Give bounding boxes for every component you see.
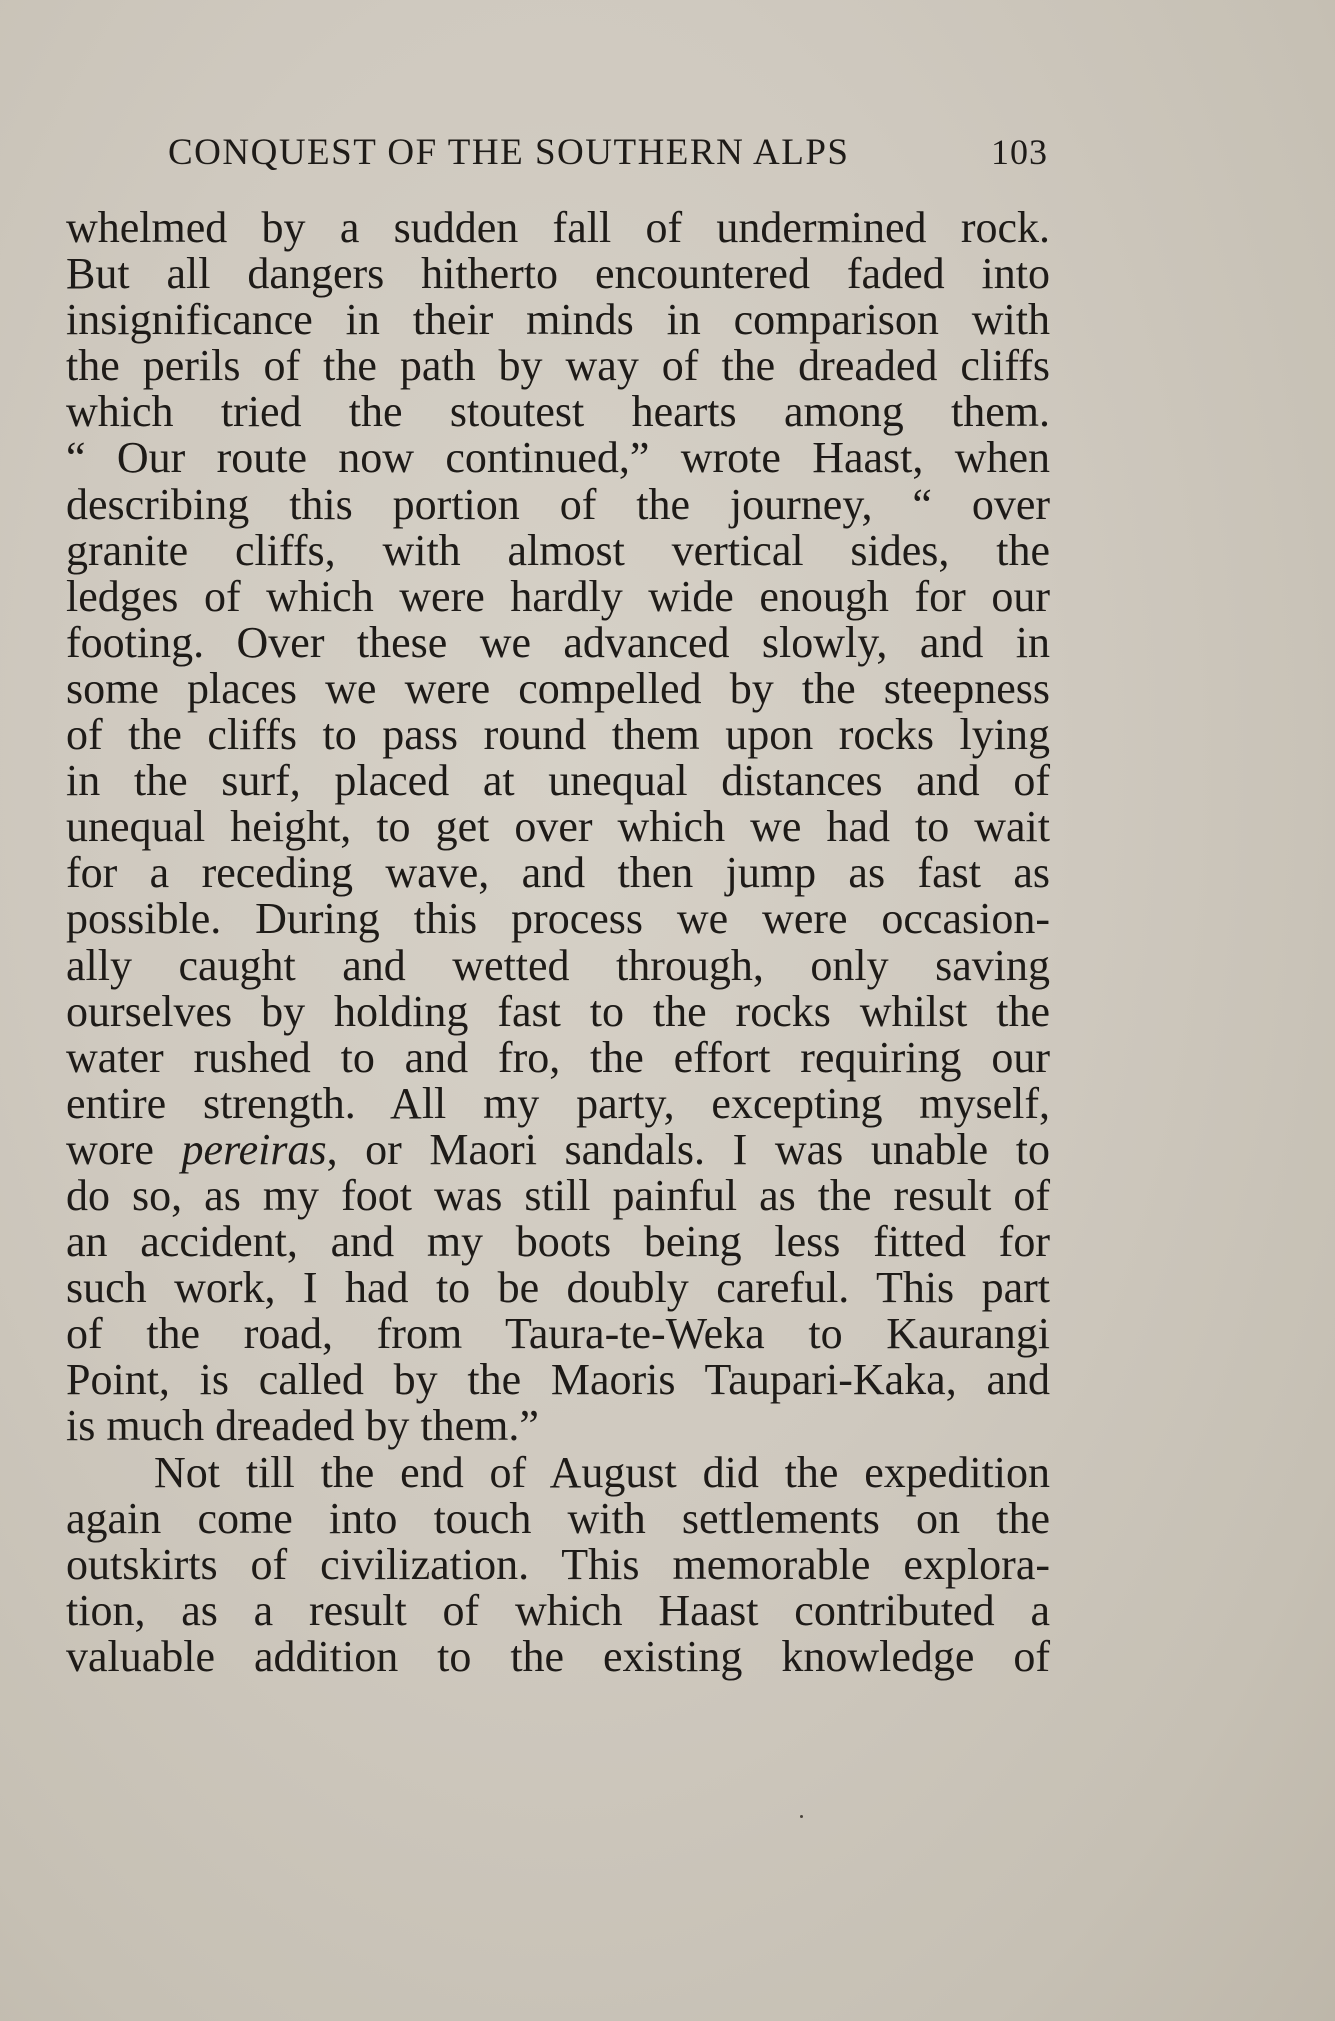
text-line: possible. During this process we were occasion-	[66, 894, 1050, 944]
text-line: do so, as my foot was still painful as the result of	[66, 1170, 1050, 1220]
text-line: is much dreaded by them.”	[66, 1401, 539, 1451]
text-line: Point, is called by the Maoris Taupari-Kaka, and	[66, 1355, 1050, 1405]
text-line: outskirts of civilization. This memorable explora-	[66, 1539, 1050, 1589]
text-line: granite cliffs, with almost vertical sides, the	[66, 525, 1050, 575]
running-head	[168, 134, 1048, 171]
text-line: insignificance in their minds in comparison with	[66, 295, 1050, 345]
text-line: in the surf, placed at unequal distances and of	[66, 756, 1050, 806]
text-line: of the road, from Taura-te-Weka to Kaurangi	[66, 1309, 1050, 1359]
text-line: ledges of which were hardly wide enough for our	[66, 571, 1050, 621]
text-line: entire strength. All my party, excepting myself,	[66, 1078, 1050, 1128]
paragraph-2	[66, 1447, 1050, 1681]
text-line: footing. Over these we advanced slowly, and in	[66, 617, 1050, 667]
text-run: , or Maori sandals. I was unable to	[326, 1124, 1050, 1174]
text-line: valuable addition to the existing knowledge of	[66, 1631, 1050, 1681]
text-line: “ Our route now continued,” wrote Haast, when	[66, 433, 1050, 483]
running-head-title: CONQUEST OF THE SOUTHERN ALPS	[168, 132, 850, 173]
body-text	[66, 205, 1050, 1680]
text-line: for a receding wave, and then jump as fast as	[66, 848, 1050, 898]
paper-speck	[800, 1815, 803, 1818]
text-line: describing this portion of the journey, “ over	[66, 479, 1050, 529]
italic-term: pereiras	[181, 1124, 327, 1174]
text-line: unequal height, to get over which we had to wait	[66, 802, 1050, 852]
text-line: ally caught and wetted through, only saving	[66, 940, 1050, 990]
text-line: some places we were compelled by the steepness	[66, 663, 1050, 713]
text-line: again come into touch with settlements on the	[66, 1493, 1050, 1543]
text-line: such work, I had to be doubly careful. This part	[66, 1263, 1050, 1313]
text-line: of the cliffs to pass round them upon rocks lying	[66, 710, 1050, 760]
paragraph-1	[66, 205, 1050, 1450]
text-line: an accident, and my boots being less fitted for	[66, 1217, 1050, 1267]
text-line: which tried the stoutest hearts among them.	[66, 387, 1050, 437]
text-line: Not till the end of August did the expedition	[154, 1447, 1050, 1497]
text-line: ourselves by holding fast to the rocks whilst the	[66, 986, 1050, 1036]
text-line: But all dangers hitherto encountered faded into	[66, 249, 1050, 299]
text-line: the perils of the path by way of the dreaded cliffs	[66, 341, 1050, 391]
text-run: wore	[66, 1124, 182, 1174]
page-number: 103	[991, 132, 1048, 172]
text-line: tion, as a result of which Haast contributed a	[66, 1585, 1050, 1635]
text-line-with-italic	[66, 1124, 1050, 1174]
text-line: water rushed to and fro, the effort requiring our	[66, 1032, 1050, 1082]
text-line: whelmed by a sudden fall of undermined rock.	[66, 203, 1050, 252]
